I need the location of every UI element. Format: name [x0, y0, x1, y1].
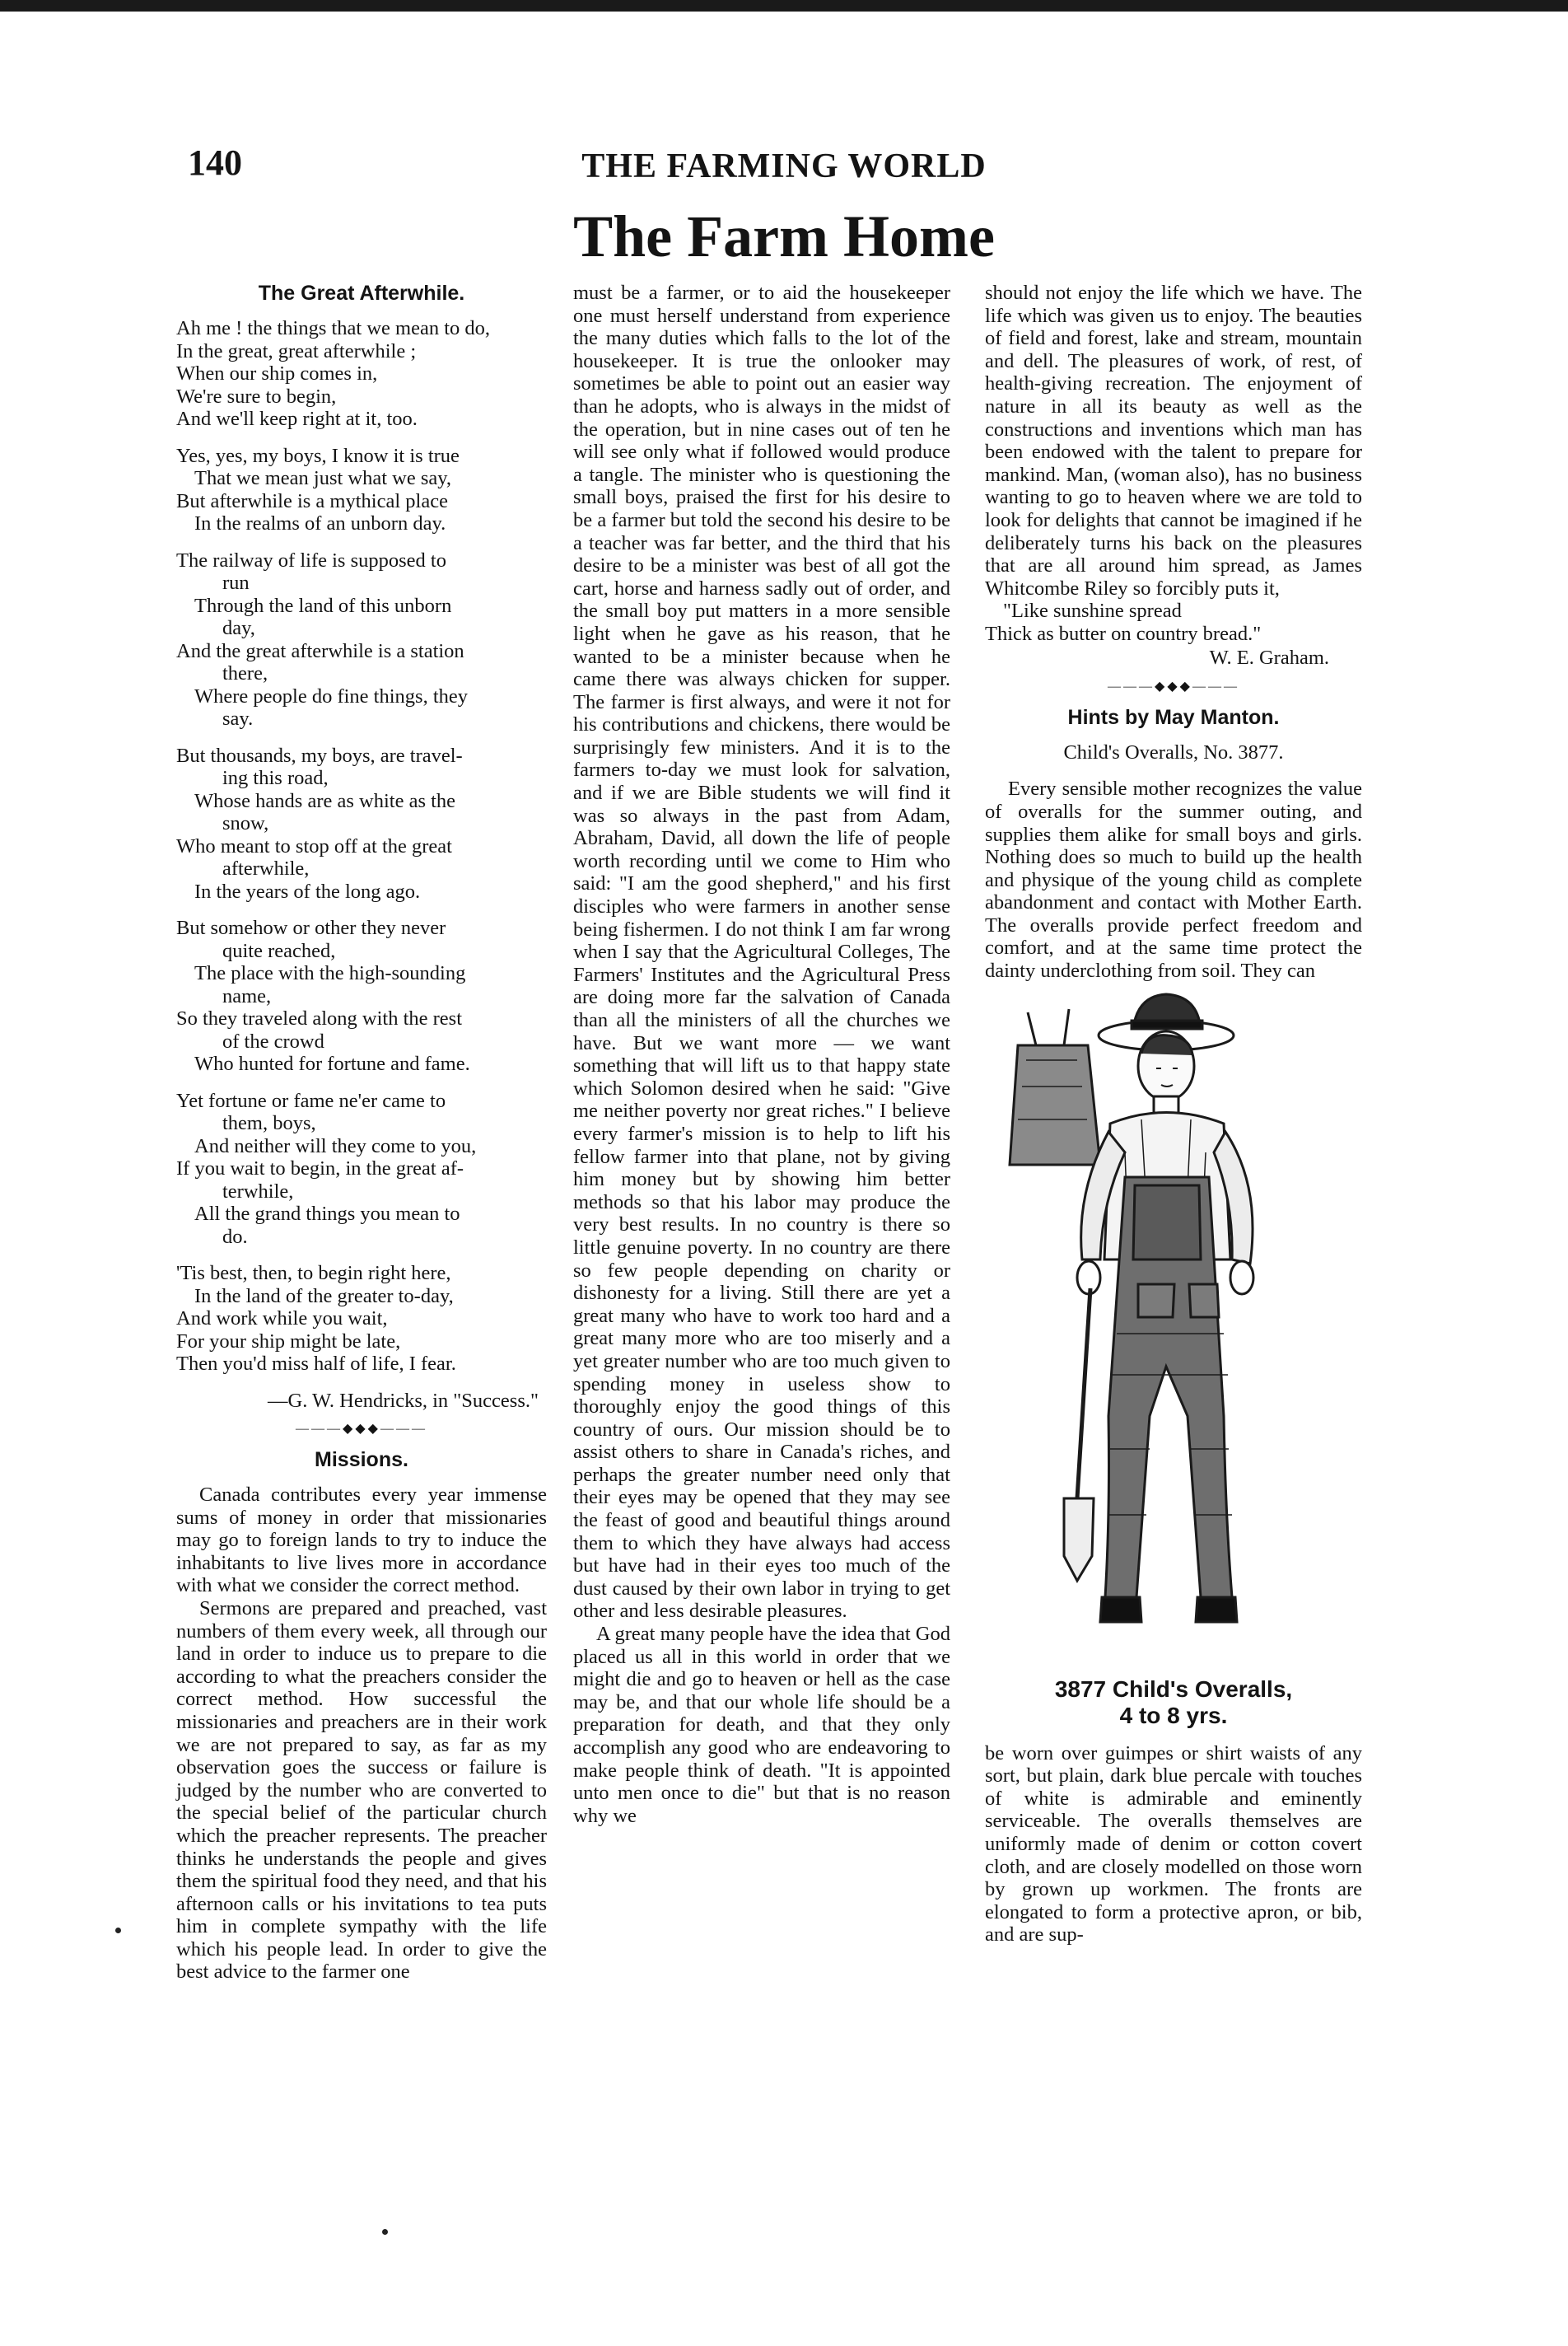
running-head: THE FARMING WORLD: [581, 147, 987, 185]
poem-line: Who hunted for fortune and fame.: [194, 1053, 470, 1075]
poem-stanza: [176, 549, 547, 731]
poem-line: them, boys,: [222, 1112, 316, 1134]
quote-line: Thick as butter on country bread.": [985, 622, 1262, 645]
poem-line: That we mean just what we say,: [194, 467, 452, 489]
poem-stanza: [176, 317, 547, 431]
stray-ink-mark: [382, 2229, 388, 2235]
missions-paragraph: A great many people have the idea that God placed us all in this world in order that we might die and go to heaven or hell as the case may be, and that our whole life should be a preparation for death, and that they only accomplish any good who are endeavoring to make people think of death. "It is appointed unto men once to die" but that is no reason why we: [573, 1623, 950, 1827]
poem-line: When our ship comes in,: [176, 362, 378, 385]
poem-line: And we'll keep right at it, too.: [176, 408, 418, 430]
poem-title: The Great Afterwhile.: [258, 282, 465, 305]
poem-line: Who meant to stop off at the great: [176, 834, 452, 858]
overalls-illustration: [985, 988, 1362, 1671]
poem-line: If you wait to begin, in the great af-: [176, 1157, 464, 1180]
poem-line: So they traveled along with the rest: [176, 1007, 462, 1030]
hanging-overalls-drawing: [1010, 1009, 1100, 1165]
author-signature: W. E. Graham.: [1209, 647, 1329, 670]
poem-body: [176, 317, 547, 1376]
poem-line: The place with the high-sounding: [194, 962, 466, 984]
poem-line: snow,: [222, 812, 269, 834]
hints-paragraph: be worn over guimpes or shirt waists of any sort, but plain, dark blue percale with touches of white is admirable and eminently serviceable. The overalls themselves are uniformly made of denim or cotton covert cloth, and are closely modelled on those worn by grown up workmen. The fronts are elongated to form a protective apron, or bib, and are sup-: [985, 1741, 1362, 1946]
illustration-caption-title: 3877 Child's Overalls,: [1054, 1675, 1293, 1702]
quote-line: "Like sunshine spread: [1003, 600, 1182, 623]
section-title: The Farm Home: [573, 203, 995, 269]
poem-line: In the land of the greater to-day,: [194, 1284, 454, 1307]
poem-line: Through the land of this unborn: [194, 594, 452, 617]
poem-line: In the realms of an unborn day.: [194, 512, 446, 535]
poem-line: We're sure to begin,: [176, 385, 337, 408]
illustration-caption-sizes: 4 to 8 yrs.: [1119, 1702, 1228, 1728]
section-divider: ———◆◆◆———: [1108, 680, 1239, 694]
poem-line: terwhile,: [222, 1180, 294, 1203]
poem-stanza: [176, 445, 547, 535]
poem-line: quite reached,: [222, 939, 336, 962]
hints-title: Hints by May Manton.: [1067, 706, 1280, 730]
poem-line: say.: [222, 708, 254, 730]
poem-line: there,: [222, 662, 268, 685]
poem-stanza: [176, 1090, 547, 1249]
poem-line: But somehow or other they never: [176, 917, 446, 939]
poem-stanza: [176, 745, 547, 904]
poem-line: But afterwhile is a mythical place: [176, 489, 448, 512]
poem-line: 'Tis best, then, to begin right here,: [176, 1262, 451, 1284]
poem-line: Yet fortune or fame ne'er came to: [176, 1089, 446, 1112]
section-divider: ———◆◆◆———: [296, 1422, 427, 1436]
poem-line: afterwhile,: [222, 858, 310, 880]
column-2: [573, 282, 950, 1827]
poem-line: of the crowd: [222, 1030, 324, 1053]
poem-line: In the years of the long ago.: [194, 880, 421, 903]
stray-ink-mark: [115, 1928, 121, 1933]
missions-paragraph: Sermons are prepared and preached, vast numbers of them every week, all through our land in order to induce us to prepare to die according to what the preachers consider the correct method. How successful the missionaries and preachers are in their work we are not prepared to say, as far as my observation goes the success or failure is judged by the number who are converted to the special belief of the particular church which the preacher represents. The preacher thinks he understands the people and gives them the spiritual food they need, and that his afternoon calls or his invitations to tea puts him in complete sympathy with the life which his people lead. In order to give the best advice to the farmer one: [176, 1596, 547, 1984]
hints-paragraph: Every sensible mother recognizes the value of overalls for the summer outing, and supplies them alike for small boys and girls. Nothing does so much to build up the health and physique of the young child as complete abandonment and contact with Mother Earth. The overalls provide perfect freedom and comfort, and at the same time protect the dainty underclothing from soil. They can: [985, 778, 1362, 983]
hints-subtitle: Child's Overalls, No. 3877.: [1063, 741, 1284, 764]
poem-line: And work while you wait,: [176, 1307, 388, 1330]
poem-line: But thousands, my boys, are travel-: [176, 744, 463, 767]
missions-paragraph: should not enjoy the life which we have. The life which was given us to enjoy. The beauties of field and forest, lake and stream, mountain and dell. The pleasures of work, of rest, of health-giving recreation. The enjoyment of nature in all its beauty as well as the constructions and inventions which man has been endowed with the talent to prepare for mankind. Man, (woman also), has no business wanting to go to heaven where we are told to look for delights that cannot be imagined if he deliberately turns his back on the pleasures that are all around him spread, as James Whitcombe Riley so forcibly puts it,: [985, 282, 1362, 600]
poem-line: Whose hands are as white as the: [194, 789, 456, 812]
poem-line: Where people do fine things, they: [194, 685, 469, 708]
poem-stanza: [176, 917, 547, 1076]
poem-stanza: [176, 1262, 547, 1376]
poem-line: name,: [222, 984, 272, 1007]
poem-line: Yes, yes, my boys, I know it is true: [176, 444, 460, 467]
column-3: [985, 282, 1362, 1946]
poem-line: do.: [222, 1225, 248, 1248]
page-top-rule: [0, 0, 1568, 12]
missions-paragraph: must be a farmer, or to aid the housekeeper one must herself understand from experience the many duties which falls to the lot of the housekeeper. It is true the onlooker may sometimes be able to point out an easier way than he adopts, who is always in the midst of the operation, but in nine cases out of ten he will see only what if followed would produce a tangle. The minister who is questioning the small boys, praised the first for his desire to be a farmer but told the second his desire to be a teacher was far better, and the third that his desire to be a minister was best of all got the cart, horse and harness sadly out of order, and the small boy put matters in a more sensible light when he gave as his reason, that he wanted to be a minister because when he came there was always chicken for supper. The farmer is first always, and were it not for his contributions and chickens, there would be surprisingly few ministers. And it is to the farmers to-day we must look for salvation, and if we are Bible students we will find it was so always in the past from Adam, Abraham, David, all down the life of people worth recording until we come to Him who said: "I am the good shepherd," and his first disciples who were farmers in another sense being fishermen. I do not think I am far wrong when I say that the Agricultural Colleges, The Farmers' Institutes and the Agricultural Press are doing more far the salvation of Canada than all the ministers of all the churches we have. But we want more — we want something that will lift us to that happy state which Solomon desired when he said: "Give me neither poverty nor great riches." I believe every farmer's mission is to help to lift his fellow farmer into that plane, not by giving him money but by showing him better methods so that his labor may produce the very best results. In no country is there so little genuine poverty. In no country are there so few people depending on charity or dishonesty for a living. Still there are yet a great many who have to work too hard and a great many more who are too miserly and a yet greater number who are too much given to spending money in useless show to thoroughly enjoy the good things of this country of ours. Our mission should be to assist others to share in Canada's riches, and perhaps the greater number need only that their eyes may be opened that they may see the feast of good and beautiful things around them to which they have always had access but have had in their eyes too much of the dust caused by their own labor in trying to get other and less desirable pleasures.: [573, 282, 950, 1623]
poem-line: And the great afterwhile is a station: [176, 639, 464, 662]
column-1: [176, 282, 547, 1984]
poem-line: ing this road,: [222, 767, 329, 789]
poem-line: All the grand things you mean to: [194, 1203, 460, 1225]
poem-attribution: —G. W. Hendricks, in "Success.": [268, 1389, 539, 1412]
poem-line: The railway of life is supposed to: [176, 549, 446, 572]
poem-line: Then you'd miss half of life, I fear.: [176, 1353, 456, 1375]
poem-line: And neither will they come to you,: [194, 1134, 477, 1157]
poem-line: day,: [222, 617, 255, 639]
missions-paragraph: Canada contributes every year immense sums of money in order that missionaries may go to foreign lands to try to induce the inhabitants to live lives more in accordance with what we consider the correct method.: [176, 1484, 547, 1597]
page-number: 140: [188, 143, 242, 183]
poem-line: Ah me ! the things that we mean to do,: [176, 317, 491, 339]
missions-title: Missions.: [315, 1448, 408, 1471]
poem-line: run: [222, 572, 250, 594]
poem-line: For your ship might be late,: [176, 1330, 401, 1353]
poem-line: In the great, great afterwhile ;: [176, 339, 417, 362]
